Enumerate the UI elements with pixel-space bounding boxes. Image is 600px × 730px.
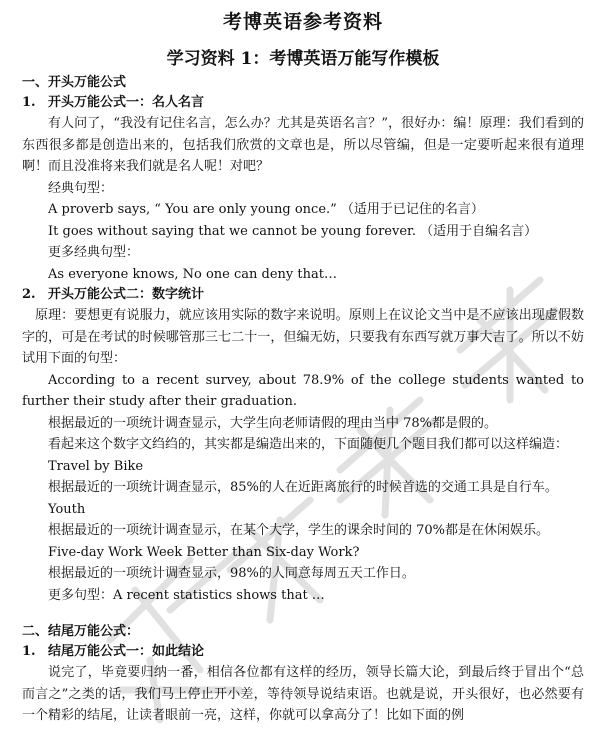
- document-title: 考博英语参考资料: [222, 11, 383, 33]
- item-heading-quotes: [22, 93, 584, 113]
- section-spacer: [22, 606, 584, 620]
- item-heading-statistics: [22, 285, 584, 305]
- paragraph: 有人问了，“我没有记住名言，怎么办？尤其是英语名言？”，很好办：编！原理：我们看到的东西很多都是创造出来的，包括我们欣赏的文章也是，所以尽管编，但是一定要听起来很有道理啊！而且没准将来我们就是名人呢！对吧？: [22, 116, 584, 174]
- item-number: 1.: [22, 644, 36, 659]
- paragraph: Travel by Bike: [48, 458, 144, 474]
- section-heading-opening: 一、开头万能公式: [22, 75, 127, 90]
- paragraph: 看起来这个数字文绉绉的，其实都是编造出来的，下面随便几个题目我们都可以这样编造：: [48, 437, 569, 452]
- item-title: 结尾万能公式一：如此结论: [48, 644, 205, 659]
- paragraph: Youth: [48, 501, 86, 517]
- paragraph: 更多句型：A recent statistics shows that …: [48, 587, 325, 603]
- paragraph: 更多经典句型：: [48, 245, 140, 260]
- document-subtitle: 学习资料 1：考博英语万能写作模板: [166, 49, 440, 69]
- item-title: 开头万能公式二：数字统计: [48, 287, 205, 302]
- paragraph: 说完了，毕竟要归纳一番，相信各位都有这样的经历，领导长篇大论，到最后终于冒出个“总而言之”之类的话，我们马上停止开小差，等待领导说结束语。也就是说，开头很好，也必然要有一个精彩的结尾，让读者眼前一亮，这样，你就可以拿高分了！比如下面的例: [22, 665, 584, 723]
- paragraph: Five-day Work Week Better than Six-day Work?: [48, 544, 360, 560]
- paragraph: A proverb says, “ You are only young once.” （适用于已记住的名言）: [48, 202, 484, 217]
- paragraph: 根据最近的一项统计调查显示，在某个大学，学生的课余时间的 70%都是在休闲娱乐。: [48, 523, 550, 538]
- paragraph: According to a recent survey, about 78.9% of the college students wanted to further their study after their graduation.: [22, 372, 584, 409]
- item-number: 1.: [22, 95, 36, 110]
- item-title: 开头万能公式一：名人名言: [48, 95, 205, 110]
- section-heading-closing: 二、结尾万能公式：: [22, 624, 140, 639]
- paragraph: 经典句型：: [48, 180, 114, 196]
- item-heading-conclusion: [22, 642, 584, 662]
- paragraph: 原理：要想更有说服力，就应该用实际的数字来说明。原则上在议论文当中是不应该出现虚假数字的，可是在考试的时候哪管那三七二十一，但编无妨，只要我有东西写就万事大吉了。所以不妨试用下面的句型：: [22, 308, 584, 366]
- paragraph: 根据最近的一项统计调查显示，大学生向老师请假的理由当中 78%都是假的。: [48, 415, 498, 431]
- paragraph: As everyone knows, No one can deny that…: [48, 266, 337, 282]
- paragraph: 根据最近的一项统计调查显示，85%的人在近距离旅行的时候首选的交通工具是自行车。: [48, 480, 558, 495]
- paragraph: 根据最近的一项统计调查显示，98%的人同意每周五天工作日。: [48, 566, 415, 581]
- paragraph: It goes without saying that we cannot be young forever. （适用于自编名言）: [48, 223, 538, 239]
- item-number: 2.: [22, 287, 36, 302]
